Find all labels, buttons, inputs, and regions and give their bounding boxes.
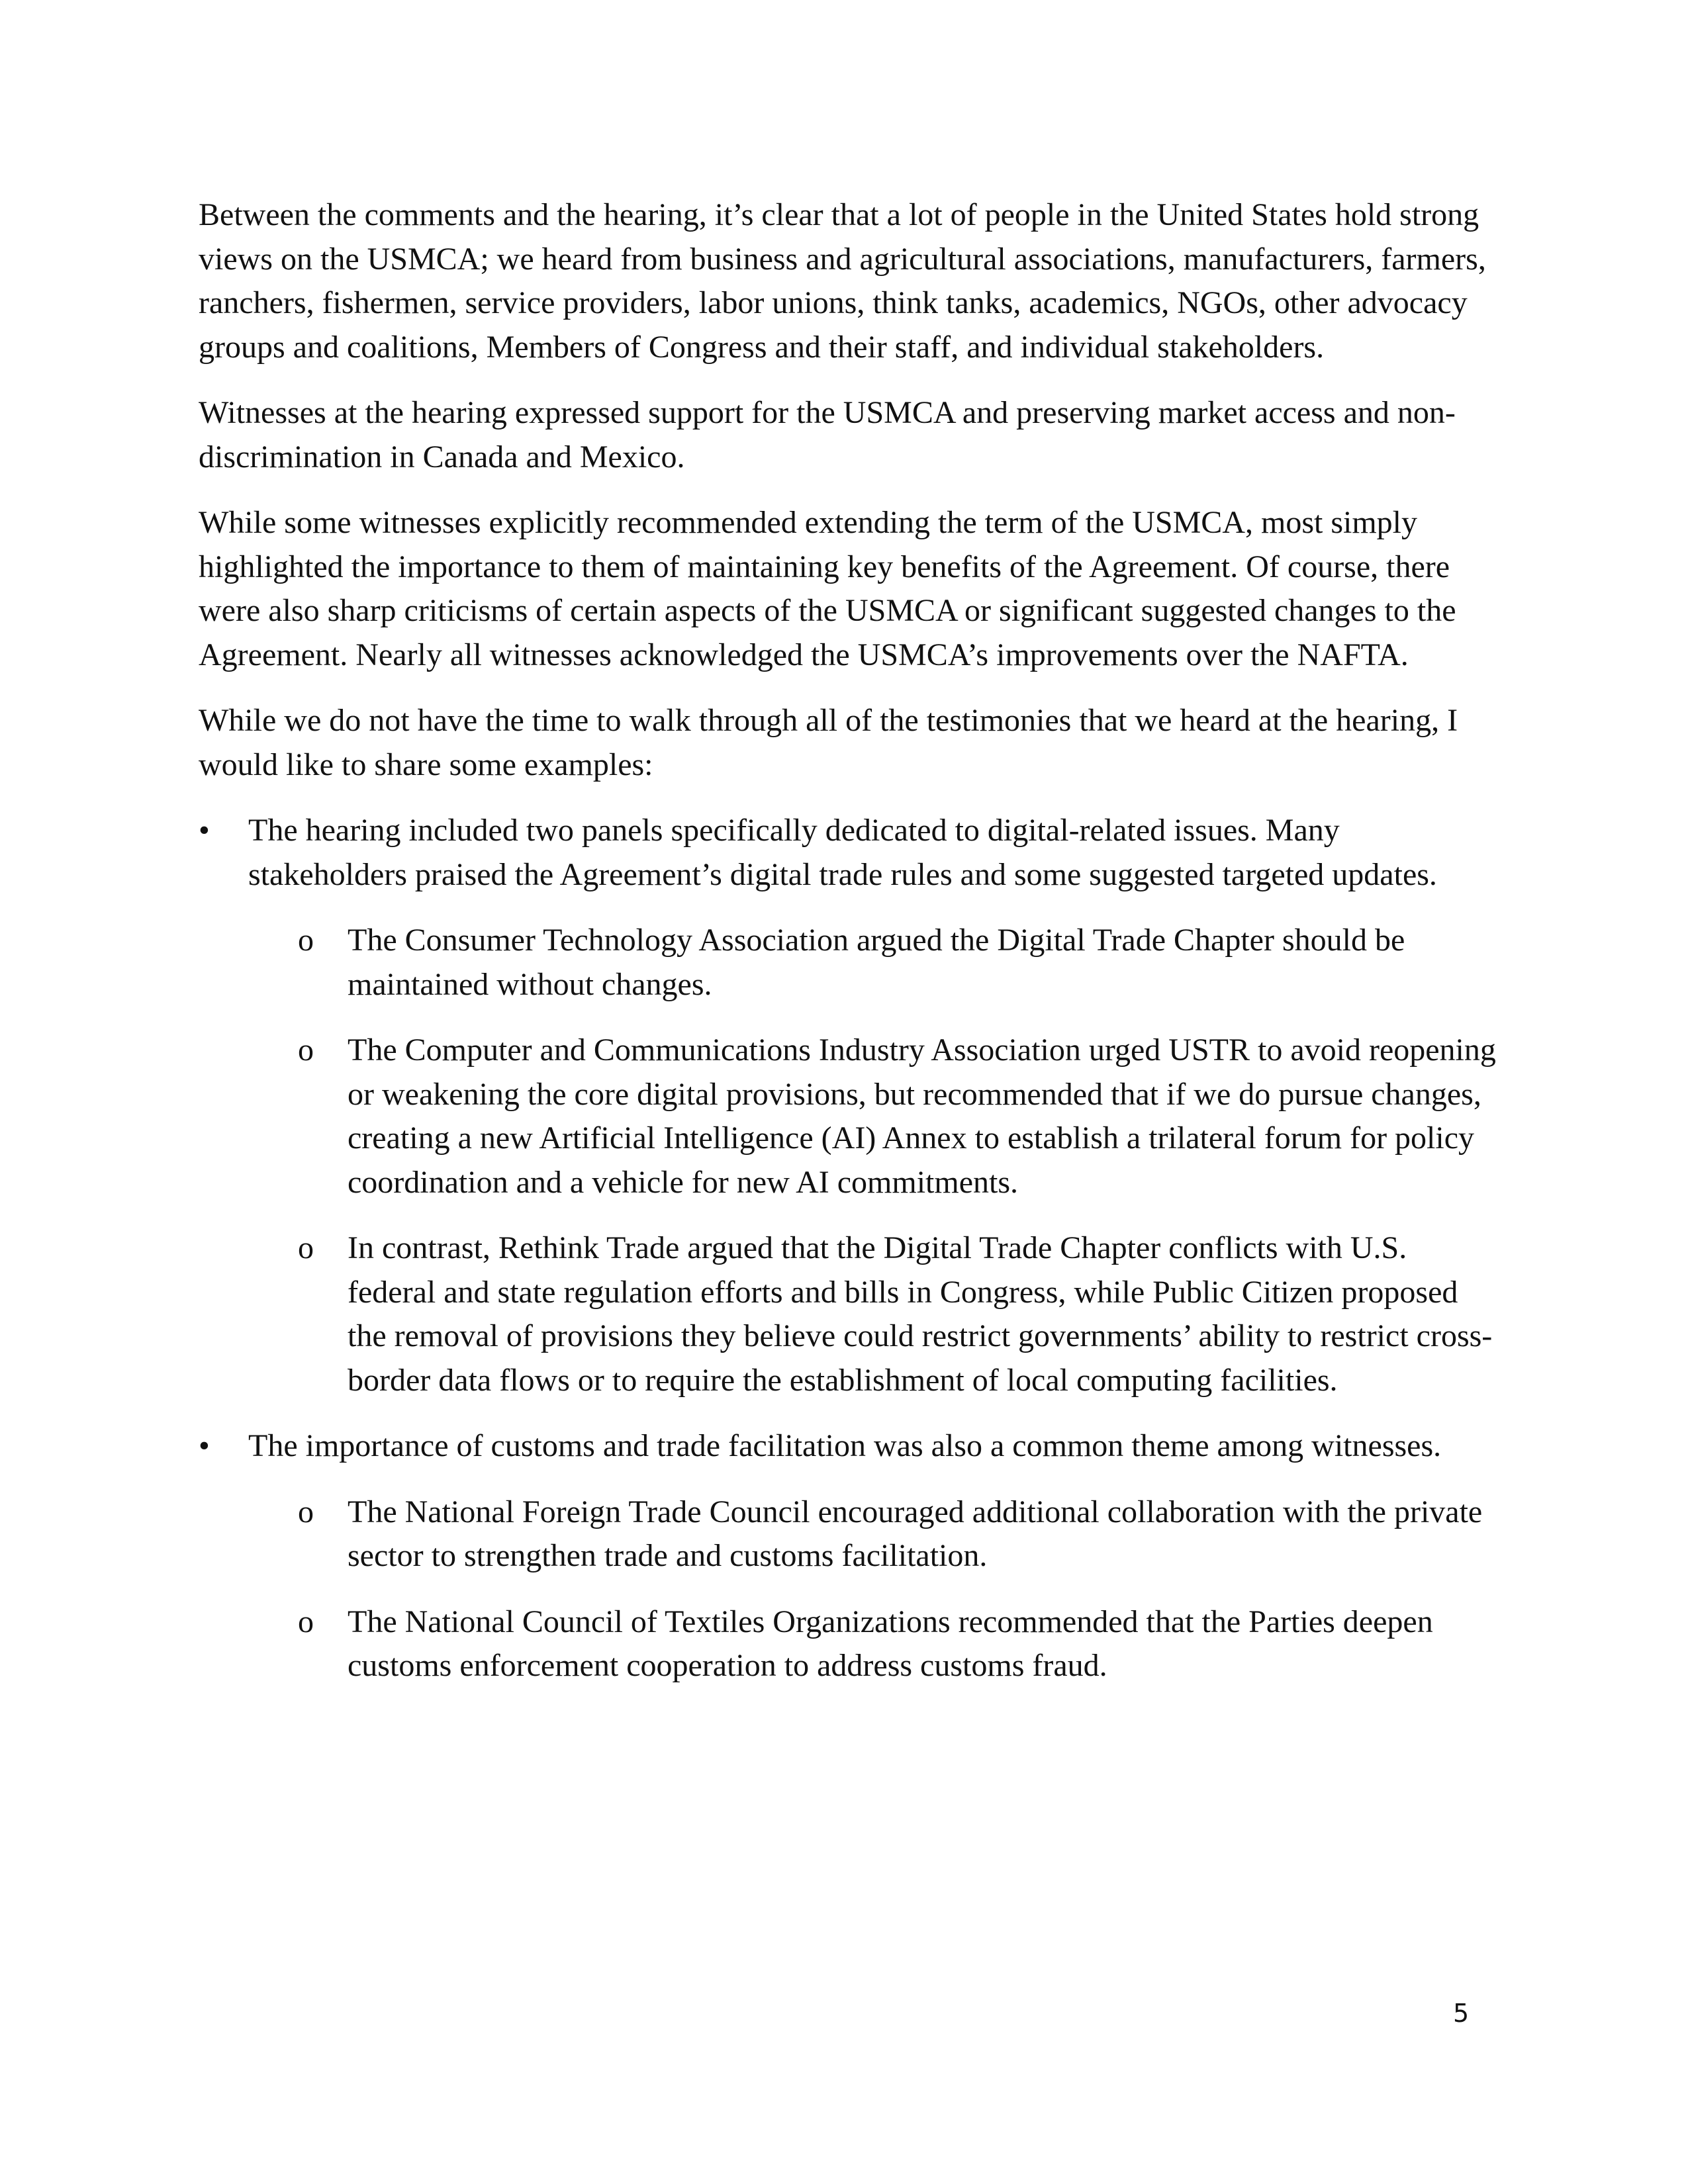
bullet-item-digital <box>199 809 1496 897</box>
sub-item-text: The Consumer Technology Association argued the Digital Trade Chapter should be maintained without changes. <box>348 923 1405 1002</box>
sub-bullet-icon: o <box>298 1494 314 1529</box>
sub-bullet-icon: o <box>298 923 314 958</box>
sub-item-text: The National Foreign Trade Council encouraged additional collaboration with the private sector to strengthen trade and customs facilitation. <box>348 1494 1483 1573</box>
paragraph-witness-support: Witnesses at the hearing expressed support for the USMCA and preserving market access and non-discrimination in Canada and Mexico. <box>199 395 1456 475</box>
sub-item-text: The National Council of Textiles Organizations recommended that the Parties deepen customs enforcement cooperation to address customs fraud. <box>348 1604 1433 1683</box>
paragraph-stakeholders: Between the comments and the hearing, it’s clear that a lot of people in the United States hold strong views on the USMCA; we heard from business and agricultural associations, manufacturers, farmers, ranchers, fishermen, service providers, labor unions, think tanks, academics, NGOs, other advocacy groups and coalitions, Members of Congress and their staff, and individual stakeholders. <box>199 197 1486 365</box>
paragraph-examples-intro: While we do not have the time to walk through all of the testimonies that we heard at the hearing, I would like to share some examples: <box>199 703 1458 782</box>
sub-item-rethink-trade <box>199 1226 1496 1402</box>
sub-bullet-icon: o <box>298 1230 314 1265</box>
sub-bullet-icon: o <box>298 1604 314 1639</box>
sub-item-text: In contrast, Rethink Trade argued that the Digital Trade Chapter conflicts with U.S. federal and state regulation efforts and bills in Congress, while Public Citizen proposed the removal of provisions they believe could restrict governments’ ability to restrict cross-border data flows or to require the establishment of local computing facilities. <box>348 1230 1493 1398</box>
paragraph-term-extension: While some witnesses explicitly recommended extending the term of the USMCA, most simply highlighted the importance to them of maintaining key benefits of the Agreement. Of course, there were also sharp criticisms of certain aspects of the USMCA or significant suggested changes to the Agreement. Nearly all witnesses acknowledged the USMCA’s improvements over the NAFTA. <box>199 505 1456 672</box>
sub-item-nftc <box>199 1490 1496 1578</box>
sub-item-ccia <box>199 1028 1496 1205</box>
sub-bullet-icon: o <box>298 1032 314 1068</box>
document-body <box>199 193 1496 1710</box>
sub-item-ncto <box>199 1600 1496 1688</box>
bullet-item-customs <box>199 1424 1496 1469</box>
bullet-icon: • <box>199 813 210 848</box>
sub-item-cta <box>199 919 1496 1007</box>
bullet-text: The importance of customs and trade facilitation was also a common theme among witnesses. <box>248 1428 1442 1463</box>
bullet-icon: • <box>199 1428 210 1463</box>
sub-item-text: The Computer and Communications Industry Association urged USTR to avoid reopening or weakening the core digital provisions, but recommended that if we do pursue changes, creating a new Artificial Intelligence (AI) Annex to establish a trilateral forum for policy coordination and a vehicle for new AI commitments. <box>348 1032 1496 1200</box>
bullet-text: The hearing included two panels specifically dedicated to digital-related issues. Many stakeholders praised the Agreement’s digital trade rules and some suggested targeted updates. <box>248 813 1437 892</box>
page-number: 5 <box>1453 1999 1470 2028</box>
